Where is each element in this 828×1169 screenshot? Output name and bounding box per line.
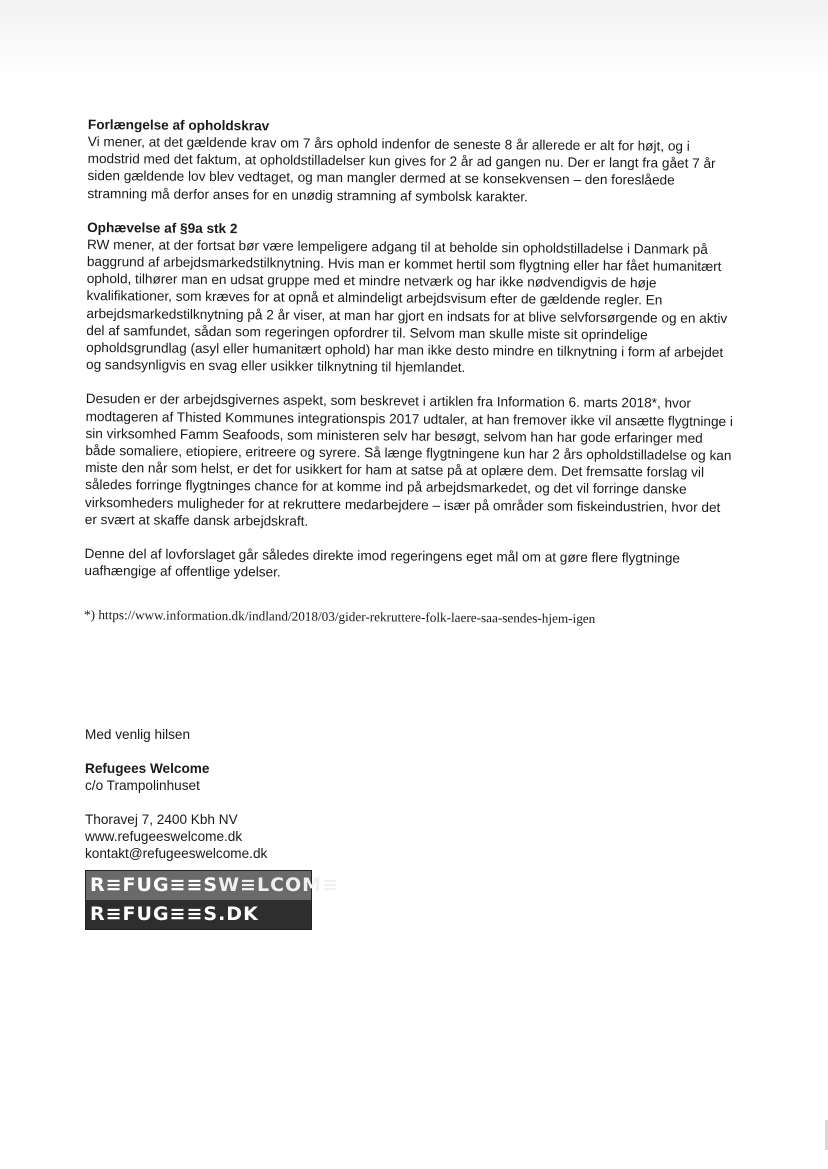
section-heading-9a: Ophævelse af §9a stk 2	[87, 219, 238, 236]
address: Thoravej 7, 2400 Kbh NV	[85, 812, 238, 827]
logo-top-row	[86, 871, 339, 900]
scan-top-shadow	[0, 0, 828, 80]
footnote-link: *) https://www.information.dk/indland/2018/03/gider-rekruttere-folk-laere-saa-sendes-hjem-igen	[84, 607, 596, 627]
care-of: c/o Trampolinhuset	[85, 778, 200, 793]
greeting: Med venlig hilsen	[85, 727, 191, 742]
paragraph-conclusion: Denne del af lovforslaget går således direkte imod regeringens eget mål om at gøre flere flygtninge uafhængige af offentlige ydelser.	[84, 546, 681, 580]
refugees-welcome-logo	[85, 870, 339, 930]
logo-text-refugees: R≡FUG≡≡S	[90, 874, 219, 896]
letter-body	[84, 116, 736, 642]
website: www.refugeeswelcome.dk	[85, 829, 243, 844]
paragraph-employers: Desuden er der arbejdsgivernes aspekt, som beskrevet i artiklen fra Information 6. marts 2018*, hvor modtageren af Thisted Kommunes integrationspis 2017 udtaler, at han fremover ikke vil ansætte flygtninge i sin virksomhed Famm Seafoods, som ministeren selv har besøgt, selvom han har gode erfaringer med både somaliere, etiopiere, eritreere og syrere. Så længe flygtningene kun har 2 års opholdstilladelse og kan miste den når som helst, er det for usikkert for ham at satse på at oplære dem. Det fremsatte forslag vil således forringe flygtninges chance for at komme ind på arbejdsmarkedet, og det vil forringe danske virksomheders muligheder for at rekruttere medarbejdere – især på områder som fiskeindustrien, hvor det er svært at skaffe dansk arbejdskraft.	[84, 391, 734, 529]
paragraph-9a-argument: RW mener, at der fortsat bør være lempeligere adgang til at beholde sin opholdstilladelse i Danmark på baggrund af arbejdsmarkedstilknytning. Hvis man er kommet hertil som flygtning eller har fået humanitært ophold, tilhører man en udsat gruppe med et mindre netværk og har ikke nødvendigvis de høje kvalifikationer, som kræves for at opnå et almindeligt arbejdsvisum efter de gældende regler. En arbejdsmarkedstilknytning på 2 år viser, at man har gjort en indsats for at blive selvforsørgende og en aktiv del af samfundet, sådan som regeringen opfordrer til. Selvom man skulle miste sit oprindelige opholdsgrundlag (asyl eller humanitært ophold) har man ikke desto mindre en tilknytning i form af arbejdet og sandsynligvis en svag eller usikker tilknytning til hjemlandet.	[85, 236, 728, 376]
signature-block	[85, 726, 485, 862]
organization-name: Refugees Welcome	[85, 761, 210, 776]
logo-text-welcome: W≡LCOM≡	[218, 874, 339, 896]
email: kontakt@refugeeswelcome.dk	[85, 846, 268, 861]
logo-bottom-row: R≡FUG≡≡S.DK	[86, 900, 311, 929]
paragraph-opholdskrav: Vi mener, at det gældende krav om 7 års ophold indenfor de seneste 8 år allerede er alt for højt, og i modstrid med det faktum, at opholdstilladelser kun gives for 2 år ad gangen nu. Der er langt fra gået 7 år siden gældende lov blev vedtaget, og man mangler dermed at se konsekvensen – den foreslåede stramning må derfor anses for en unødig stramning af symbolsk karakter.	[87, 133, 716, 205]
section-heading-opholdskrav: Forlængelse af opholdskrav	[87, 116, 270, 134]
